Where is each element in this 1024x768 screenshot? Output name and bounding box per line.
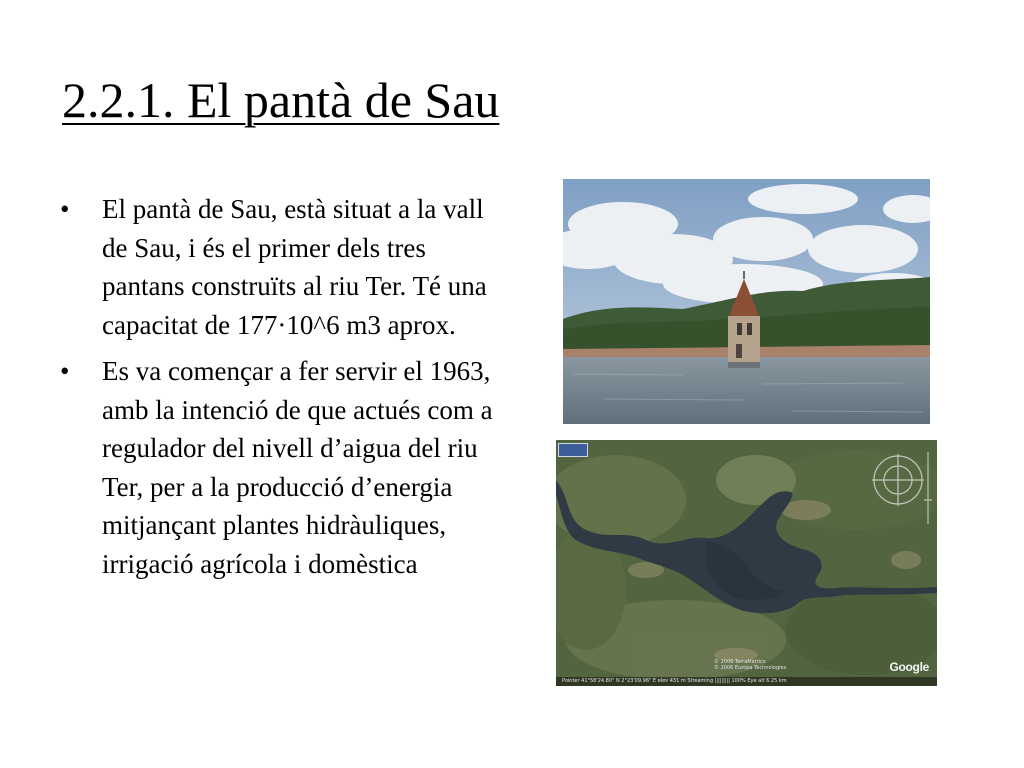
bullet-icon: • xyxy=(60,356,70,386)
satellite-map-illustration xyxy=(556,440,937,686)
overview-map-icon xyxy=(558,443,588,457)
bullet-text: Es va començar a fer servir el 1963, amb la intenció de que actués com a regulador del nivell d’aigua del riu Ter, per a la producció d’energia mitjançant plantes hidràuliques, irrigació agrícola i domèstica xyxy=(102,356,493,579)
bullet-item xyxy=(60,190,500,344)
bullet-item xyxy=(60,352,500,583)
church-tower-photo xyxy=(563,179,930,424)
satellite-brand-logo: Google xyxy=(889,660,929,674)
bullet-list xyxy=(60,190,500,591)
bullet-text: El pantà de Sau, està situat a la vall de Sau, i és el primer dels tres pantans construïts al riu Ter. Té una capacitat de 177·10^6 m3 aprox. xyxy=(102,194,487,340)
bullet-icon: • xyxy=(60,194,70,224)
satellite-image xyxy=(556,440,937,686)
satellite-status-bar: Pointer 41°58'24.80" N 2°23'09.96" E elev 431 m Streaming ||||||||| 100% Eye alt 6.25 km xyxy=(556,677,937,686)
slide-title: 2.2.1. El pantà de Sau xyxy=(62,72,500,128)
church-tower-illustration xyxy=(563,179,930,424)
satellite-copyright: © 2006 TerraMetrics © 2006 Europa Technologies xyxy=(714,659,787,671)
